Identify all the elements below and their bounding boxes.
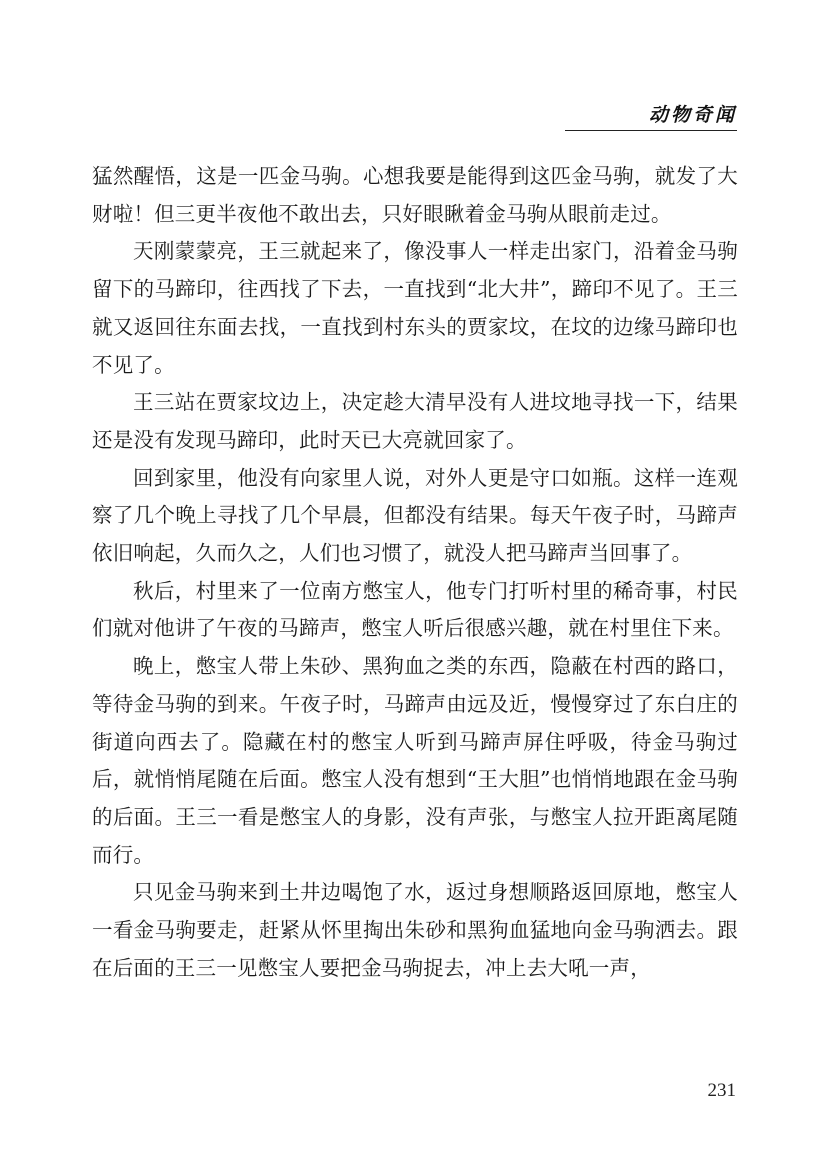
paragraph-continued: 猛然醒悟，这是一匹金马驹。心想我要是能得到这匹金马驹，就发了大财啦！但三更半夜他不敢出去，只好眼瞅着金马驹从眼前走过。 [92, 164, 738, 226]
page-number: 231 [707, 1080, 736, 1101]
paragraph: 回到家里，他没有向家里人说，对外人更是守口如瓶。这样一连观察了几个晚上寻找了几个早晨，但都没有结果。每天午夜子时，马蹄声依旧响起，久而久之，人们也习惯了，就没人把马蹄声当回事了。 [92, 465, 738, 566]
paragraph: 天刚蒙蒙亮，王三就起来了，像没事人一样走出家门，沿着金马驹留下的马蹄印，往西找了下去，一直找到“北大井”，蹄印不见了。王三就又返回往东面去找，一直找到村东头的贾家坟，在坟的边缘马蹄印也不见了。 [92, 239, 738, 377]
paragraph: 晚上，憋宝人带上朱砂、黑狗血之类的东西，隐蔽在村西的路口，等待金马驹的到来。午夜子时，马蹄声由远及近，慢慢穿过了东白庄的街道向西去了。隐藏在村的憋宝人听到马蹄声屏住呼吸，待金马驹过后，就悄悄尾随在后面。憋宝人没有想到“王大胆”也悄悄地跟在金马驹的后面。王三一看是憋宝人的身影，没有声张，与憋宝人拉开距离尾随而行。 [92, 654, 738, 867]
body-text [92, 158, 738, 987]
running-header [565, 96, 737, 131]
paragraph: 秋后，村里来了一位南方憋宝人，他专门打听村里的稀奇事，村民们就对他讲了午夜的马蹄声，憋宝人听后很感兴趣，就在村里住下来。 [92, 578, 738, 641]
running-header-title: 动物奇闻 [648, 104, 737, 126]
paragraph: 只见金马驹来到土井边喝饱了水，返过身想顺路返回原地，憋宝人一看金马驹要走，赶紧从怀里掏出朱砂和黑狗血猛地向金马驹洒去。跟在后面的王三一见憋宝人要把金马驹捉去，冲上去大吼一声， [92, 880, 738, 980]
paragraph: 王三站在贾家坟边上，决定趁大清早没有人进坟地寻找一下，结果还是没有发现马蹄印，此时天已大亮就回家了。 [92, 390, 738, 452]
